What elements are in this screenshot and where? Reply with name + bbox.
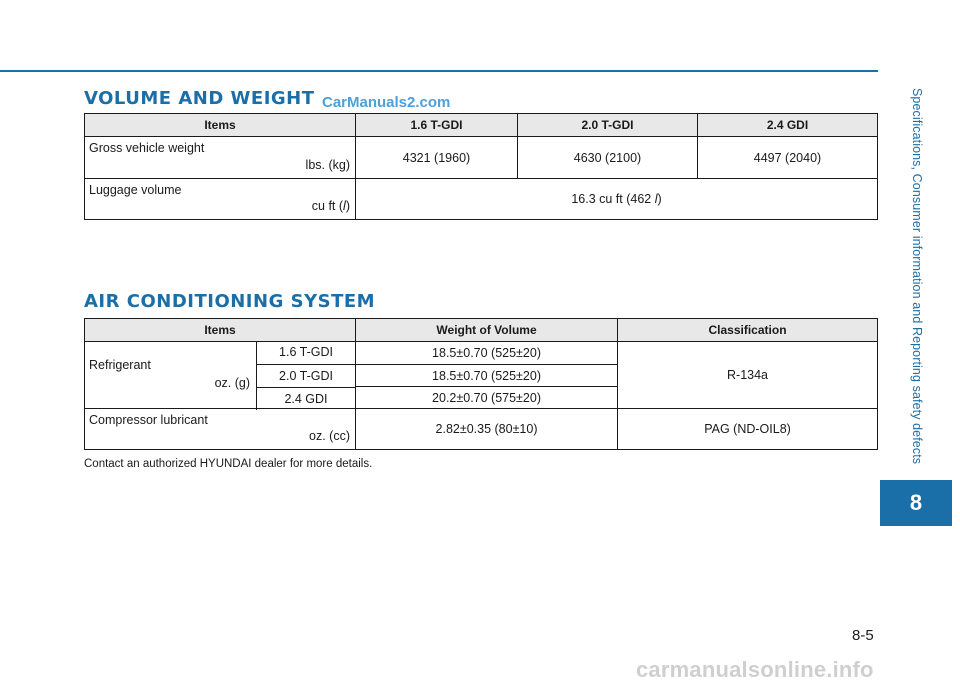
table-header-row — [85, 114, 878, 137]
refrigerant-classification: R-134a — [618, 342, 878, 409]
gross-weight-16tgdi: 4321 (1960) — [356, 137, 518, 179]
chapter-tab: 8 — [880, 480, 952, 526]
refrigerant-weight-16tgdi: 18.5±0.70 (525±20) — [356, 342, 618, 365]
table-row — [85, 179, 878, 220]
header-20tgdi: 2.0 T-GDI — [518, 114, 698, 137]
compressor-weight: 2.82±0.35 (80±10) — [356, 409, 618, 450]
header-16tgdi: 1.6 T-GDI — [356, 114, 518, 137]
table-row — [85, 342, 878, 365]
luggage-volume-value: 16.3 cu ft (462 l) — [356, 179, 878, 220]
refrigerant-engine-20tgdi: 2.0 T-GDI — [256, 365, 355, 388]
volume-weight-table — [84, 113, 878, 220]
luggage-label: Luggage volume — [89, 183, 182, 197]
refrigerant-engine-16tgdi: 1.6 T-GDI — [256, 341, 355, 365]
gross-weight-unit: lbs. (kg) — [305, 158, 350, 172]
refrigerant-weight-20tgdi: 18.5±0.70 (525±20) — [356, 365, 618, 387]
table-row — [85, 137, 878, 179]
header-24gdi: 2.4 GDI — [698, 114, 878, 137]
table-row — [85, 409, 878, 450]
refrigerant-label: Refrigerant — [89, 358, 151, 372]
volume-weight-heading: VOLUME AND WEIGHT — [84, 88, 315, 109]
watermark-top[interactable]: CarManuals2.com — [322, 94, 451, 111]
chapter-side-title: Specifications, Consumer information and Reporting safety defects — [910, 88, 924, 465]
air-conditioning-table — [84, 318, 878, 450]
watermark-bottom[interactable]: carmanualsonline.info — [636, 657, 874, 682]
table-header-row — [85, 319, 878, 342]
header-classification: Classification — [618, 319, 878, 342]
compressor-classification: PAG (ND-OIL8) — [618, 409, 878, 450]
refrigerant-weight-24gdi: 20.2±0.70 (575±20) — [356, 387, 618, 409]
gross-weight-20tgdi: 4630 (2100) — [518, 137, 698, 179]
compressor-label: Compressor lubricant — [89, 413, 208, 427]
compressor-label-cell — [85, 409, 356, 450]
header-items: Items — [85, 319, 356, 342]
refrigerant-engine-24gdi: 2.4 GDI — [256, 388, 355, 410]
gross-weight-label: Gross vehicle weight — [89, 141, 205, 155]
gross-weight-24gdi: 4497 (2040) — [698, 137, 878, 179]
compressor-unit: oz. (cc) — [309, 429, 351, 443]
header-weight-of-volume: Weight of Volume — [356, 319, 618, 342]
dealer-note: Contact an authorized HYUNDAI dealer for more details. — [84, 458, 373, 470]
header-items: Items — [85, 114, 356, 137]
page-number: 8-5 — [852, 627, 874, 644]
air-conditioning-heading: AIR CONDITIONING SYSTEM — [84, 291, 376, 312]
gross-weight-label-cell — [85, 137, 356, 179]
top-rule — [0, 70, 878, 72]
luggage-label-cell — [85, 179, 356, 220]
luggage-unit: cu ft (l) — [311, 199, 350, 213]
refrigerant-unit: oz. (g) — [214, 376, 251, 390]
refrigerant-engine-labels — [256, 341, 355, 410]
